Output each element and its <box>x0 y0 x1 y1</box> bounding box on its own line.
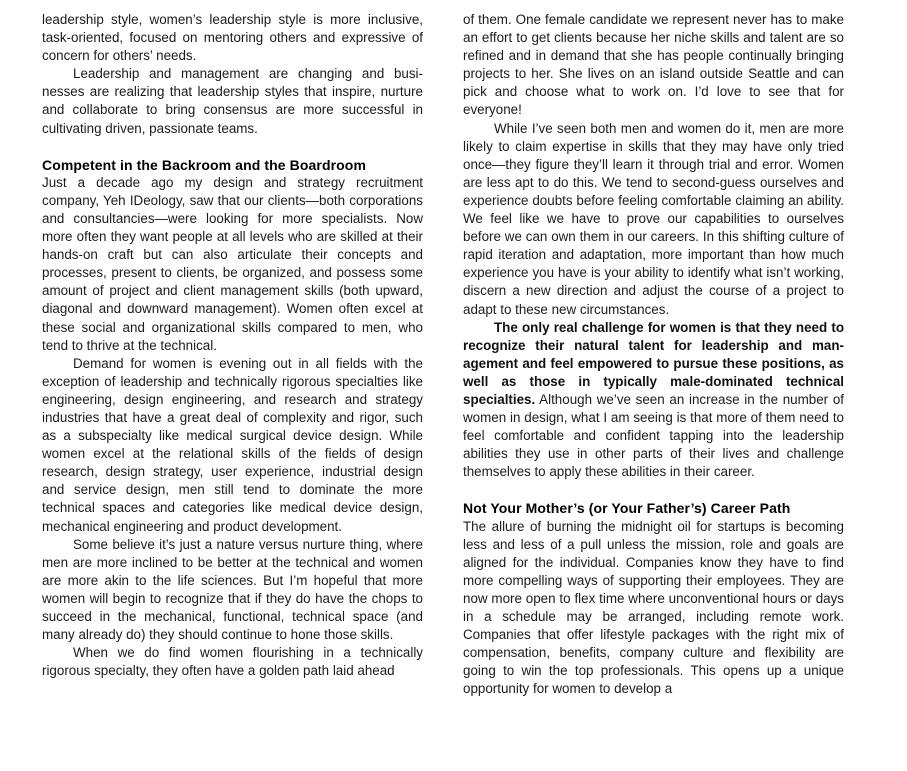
paragraph-real-challenge-rest: Although we’ve seen an increase in the number of women in design, what I am seeing is that more of them need to feel comfortable and confident tapping into the leadership abilities they use in other parts of their lives and challenge themselves to apply these abilities in their career. <box>463 391 844 480</box>
paragraph-leadership-management: Leadership and management are changing and businesses are realizing that leadership styles that inspire, nurture and collaborate to bring consensus are more successful in cultivating driven, passionate teams. <box>42 66 423 136</box>
paragraph-female-candidate: of them. One female candidate we represent never has to make an effort to get clients because her niche skills and talent are so refined and in demand that she has people continually bringing projects to her. She lives on an island outside Seattle and can pick and choose what to work on. I’d love to see that for everyone! <box>463 12 844 118</box>
paragraph-claim-expertise: While I’ve seen both men and women do it, men are more likely to claim expertise in skills that they may have only tried once—they figure they’ll learn it through trial and error. Women are less apt to do this. We tend to second-guess ourselves and experience doubts before feeling comfortable claiming an ability. We feel like we have to prove our capabilities to ourselves before we can own them in our careers. In this shifting culture of rapid iteration and adaptation, more important than how much experience you have is your ability to identify what isn’t working, discern a new direction and adjust the course of a project to adapt to these new circumstances. <box>463 120 844 317</box>
section-heading-backroom-boardroom: Competent in the Backroom and the Boardroom <box>42 156 366 173</box>
left-column <box>42 11 423 680</box>
paragraph-demand-for-women: Demand for women is evening out in all fields with the exception of leadership and technically rigorous specialties like engineering, design engineering, and research and strategy industries that have a great deal of complexity and rigor, such as a subspecialty like medical surgical device design. While women excel at the relational skills of the fields of design research, design strategy, user experience, industrial design and service design, men still tend to dominate the more technical spaces and categories like medical device design, mechanical engineering and product development. <box>42 355 423 534</box>
section-heading-career-path: Not Your Mother’s (or Your Father’s) Career Path <box>463 500 791 517</box>
paragraph-golden-path: When we do find women flourishing in a technically rigorous specialty, they often have a golden path laid ahead <box>42 645 423 679</box>
right-column <box>463 11 844 698</box>
paragraph-nature-vs-nurture: Some believe it’s just a nature versus nurture thing, where men are more inclined to be better at the technical and women are more akin to the life sciences. But I’m hopeful that more women will begin to recognize that if they do have the chops to succeed in the mechanical, functional, technical space (and many already do) they should continue to hone those skills. <box>42 536 423 643</box>
paragraph-midnight-oil: The allure of burning the midnight oil for startups is becoming less and less of a pull unless the mission, role and goals are aligned for the individual. Companies know they have to find more compelling ways of supporting their employees. They are now more open to flex time where unconventional hours or days in a schedule may be arranged, including remote work. Companies that offer lifestyle packages with the right mix of compensation, benefits, company culture and flexibility are going to win the top professionals. This opens up a unique opportunity for women to develop a <box>463 518 844 697</box>
paragraph-real-challenge <box>463 319 844 482</box>
emphasis-real-challenge: The only real challenge for women is that they need to recognize their natural talent for leadership and management and feel empowered to pursue these positions, as well as those in typically male-dominated technical specialties. <box>463 319 844 407</box>
paragraph-decade-ago: Just a decade ago my design and strategy recruitment company, Yeh IDeology, saw that our clients—both corporations and consultancies—were looking for more specialists. Now more often they want people at all levels who are skilled at their hands-on craft but can also articulate their concepts and processes, present to clients, be organized, and possess some amount of project and client management skills (both upward, diagonal and downward management). Women often excel at these social and organizational skills compared to men, who tend to thrive at the technical. <box>42 174 423 353</box>
paragraph-intro-continued: leadership style, women’s leadership style is more inclusive, task-oriented, focused on mentoring others and expressive of concern for others’ needs. <box>42 12 423 64</box>
